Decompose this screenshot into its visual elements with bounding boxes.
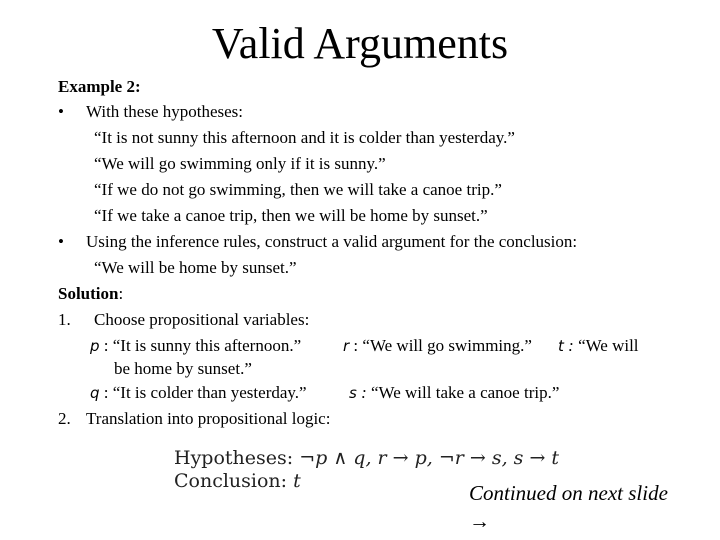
- variable-r-symbol: r: [343, 337, 350, 355]
- step-2-number: 2.: [58, 409, 71, 428]
- solution-label: Solution: [58, 284, 119, 303]
- variable-s-sep: :: [361, 383, 367, 402]
- bullet-2: •: [58, 232, 64, 251]
- inference-line: Using the inference rules, construct a valid argument for the conclusion:: [86, 232, 578, 251]
- solution-heading: [58, 283, 123, 305]
- step-2-text: Translation into propositional logic:: [86, 409, 331, 428]
- variable-q-text: : “It is colder than yesterday.”: [103, 383, 307, 402]
- hypotheses-intro: With these hypotheses:: [86, 102, 244, 121]
- hypotheses-formula: [174, 446, 559, 470]
- conclusion-formula-label: Conclusion:: [174, 470, 288, 492]
- variable-t-text: “We will: [578, 336, 639, 355]
- variable-p: [90, 335, 301, 357]
- variable-s: [349, 382, 559, 404]
- example-heading: [58, 76, 141, 98]
- variable-q-symbol: q: [90, 384, 100, 402]
- variable-p-text: : “It is sunny this afternoon.”: [103, 336, 302, 355]
- example-label: Example 2: [58, 77, 135, 96]
- conclusion-formula-expression: t: [293, 470, 301, 492]
- hypothesis-1: “It is not sunny this afternoon and it is colder than yesterday.”: [94, 128, 515, 147]
- hypothesis-2: “We will go swimming only if it is sunny.”: [94, 154, 386, 173]
- hypothesis-4: “If we take a canoe trip, then we will be home by sunset.”: [94, 206, 488, 225]
- conclusion-formula: [174, 469, 301, 493]
- right-arrow-icon: →: [469, 509, 490, 533]
- example-colon: :: [134, 77, 141, 96]
- conclusion-quote: “We will be home by sunset.”: [94, 258, 297, 277]
- variable-r-text: : “We will go swimming.”: [353, 336, 532, 355]
- variable-t-sep: :: [568, 336, 574, 355]
- variable-p-symbol: p: [90, 337, 100, 355]
- hypotheses-formula-expression: ¬p ∧ q, r → p, ¬r → s, s → t: [299, 447, 560, 469]
- hypothesis-3: “If we do not go swimming, then we will take a canoe trip.”: [94, 180, 502, 199]
- continued-note: Continued on next slide: [469, 481, 668, 505]
- hypotheses-formula-label: Hypotheses:: [174, 447, 294, 469]
- variable-t: [558, 335, 639, 357]
- variable-s-text: “We will take a canoe trip.”: [371, 383, 560, 402]
- variable-q: [90, 382, 307, 404]
- variable-t-continuation: be home by sunset.”: [114, 359, 252, 378]
- variable-s-symbol: s: [349, 384, 357, 402]
- variable-r: [343, 335, 532, 357]
- step-1-text: Choose propositional variables:: [94, 310, 310, 329]
- variable-t-symbol: t: [558, 337, 564, 355]
- solution-colon: :: [118, 284, 124, 303]
- bullet-1: •: [58, 102, 64, 121]
- slide-title: Valid Arguments: [211, 19, 509, 68]
- step-1-number: 1.: [58, 310, 71, 329]
